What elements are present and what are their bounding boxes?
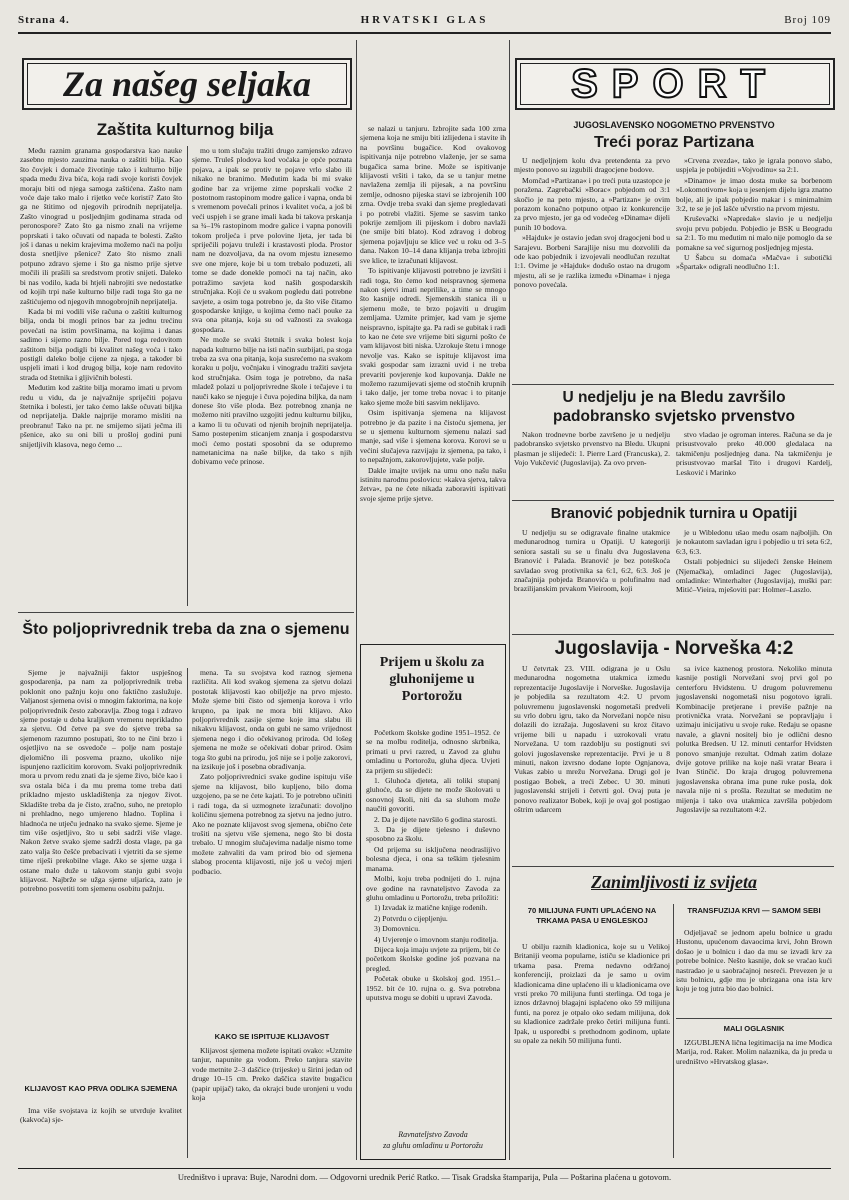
paragraph: 2) Potvrdu o cijepljenju. bbox=[374, 913, 448, 923]
paragraph: 2. Da je dijete navršilo 6 godina starosti. bbox=[374, 814, 497, 824]
sport-banner bbox=[515, 58, 835, 110]
headline-padobransko: U nedjelju je na Bledu završilo padobransko svjetsko prvenstvo bbox=[552, 389, 796, 425]
paragraph: Osim ispitivanja sjemena na klijavost potrebno je da pazite i na čistoću sjemena, jer se u sjemenu kulturnom sjemenu nalazi sad manje, sad više i sjemena korova. Korovi se u većini slučajeva razvijaju iz sjemena, pa tako, i to nepažnjom, zakorovljujete, vaše polje. bbox=[360, 408, 506, 465]
paragraph: Među raznim granama gospodarstva kao nauke zasebno mjesto zauzima nauka o zaštiti bilja. Kao što čovjek i domaće životinje tako i kulturno bilje spada među živa bića, koja radi svoje koristi čovjek moraju biti od njega samoga zaštićena. Zašto nam voće daje tako malo i rijetko veće koristi? Zato što ga ne štitimo od njegovih prirodnih neprijatelja. Zašto vinograd u posljednjim godinama strada od peronospore? Zato što ga nismo znali na vrijeme poprskati i tako očuvati od napada te bolesti. Zašto još i danas u nekim krajevima možemo naći na polju dosta snetljive pšenice? Zato što nismo znali potpuno zdravo sjeme i što ga nismo prije sjetve močili ili prašili sa sredstvom protiv snijeti. Daleko bi nas vodilo, kada bi htjeli nabrojiti sve nedostatke od kojih trpi naše kulturno bilje radi toga što ga ne zaštićujemo od njegovih mnogobrojnih neprijatelja. bbox=[20, 146, 182, 306]
norveska-col1 bbox=[514, 664, 670, 862]
article-sjeme-col2-end bbox=[192, 1046, 352, 1158]
paragraph: Momčad »Partizana« i po treći puta uzastopce je poražena. Zagrebački »Borac« pobjedom od 3:1 skočio je na peto mjesto, a »Partizan« je ovim porazom konačno potpuno otpao iz konkurencije za prvo mjesto, jer ga od vodećeg »Dinama« dijeli punih 10 bodova. bbox=[514, 175, 670, 232]
article-zastita-col1 bbox=[20, 146, 182, 606]
signature-line-2: za gluhu omladinu u Portorožu bbox=[383, 1141, 483, 1150]
article-title-gluhonijemi: Prijem u školu za gluhonijeme u Portorožu bbox=[379, 655, 485, 704]
article-sjeme-col1 bbox=[20, 668, 182, 1080]
branovic-col2 bbox=[676, 528, 832, 630]
branovic-col1 bbox=[514, 528, 670, 630]
news-title-transfuzija: TRANSFUZIJA KRVI — SAMOM SEBI bbox=[687, 906, 821, 915]
header-rule bbox=[18, 32, 831, 34]
paragraph: Kruševački »Napredak« slavio je u nedjelju svoju prvu pobjedu. Pobjedio je BSK u Beogradu sa 2:1. To mu međutim ni malo nije pomoglo da se pomakne sa već sigurnog posljednjeg mjesta. bbox=[676, 214, 832, 252]
paragraph: je u Wibledonu ušao među osam najboljih. On je nokautom savladan igru i pobjedio u tri seta 6:2, 6:3, 6:3. bbox=[676, 528, 832, 556]
paragraph: Početkom školske godine 1951–1952. će se na molbu roditelja, odnosno skrbnika, primati u prvi razred, u Zavod za gluhu omladinu u Portorožu, gluha djeca. Uvjeti za prijem su slijedeći: bbox=[366, 728, 500, 775]
sport-kicker: JUGOSLAVENSKO NOGOMETNO PRVENSTVO bbox=[573, 120, 775, 130]
paragraph: Ima više svojstava iz kojih se utvrđuje kvalitet (kakvoća) sje- bbox=[20, 1106, 182, 1125]
article-divider bbox=[512, 634, 834, 635]
paragraph: U nedjelju su se odigravale finalne utakmice međunarodnog turnira u Opatiji. U kategoriji seniora sastali su se u finalu dva Jugoslavena Branović i Palada. Branović je bez poteškoća savladao svog protivnika sa 6:1, 6:2, 6:3. Još je značajnija pobjeda Branovića u polufinalnu nad brazilijanskim prvakom Vieiroom, koji bbox=[514, 528, 670, 594]
paragraph: To ispitivanje klijavosti potrebno je izvršiti i radi toga, što ćemo kod neispravnog sjemena nakon sjetvi imati neprilike, a time se mnogo što kasnije odredi. Sjemenskih stanica ili u sjemenu može, te brzo pojaviti u drugim zemljama. Uzmite primjer, kad vam je sjeme neispravno, ispitajte ga. Pa radi se gubitak i radi to kao ne ćete sve vrijeme biti sigurni pošto će vam klijavost biti niska. Uzrokuje štetu i mnoge nevolje vas. Kako se ispituje klijavost ima svaki gospodar sam izrazni uvid i ne treba prevariti povjerenje kod kupovanja. Dakle ne možemo razumijevati sjeme od stočnih krupnih i tako dalje, jer tome treba novac i to pitanje kako sjeme može biti sasvim neklijavo. bbox=[360, 266, 506, 407]
paragraph: Međutim kod zaštite bilja moramo imati u prvom redu u vidu, da je najvažnije spriječiti pojavu štetnika i bolesti, jer tako ćemo lakše očuvati biljka od neprijatelja. Dakle najprije moramo misliti na preobranu! Tako na pr. ne smijemo sijati ječma ili pšenice, ako su oni bili u prošloj godini puni snijetljivih klasova, nego ćemo ... bbox=[20, 383, 182, 449]
paragraph: Dakle imajte uvijek na umu ono našu našu istinitu narodnu poslovicu: »kakva sjetva, takva žetva«, pa ne ćete nikada zaboraviti ispitivati svoje sjeme prije sjetve. bbox=[360, 465, 506, 503]
paragraph: IZGUBLJENA lična legitimacija na ime Modica Marija, rod. Raker. Molim nalaznika, da ju preda u uredništvo »Hrvatskog glasa«. bbox=[676, 1038, 832, 1066]
imprint-footer: Uredništvo i uprava: Buje, Narodni dom. — Odgovorni urednik Perić Ratko. — Tisak Gradska štamparija, Pula — Poštarina plaćena u gotovom. bbox=[18, 1168, 831, 1182]
article-sjeme-col2 bbox=[192, 668, 352, 1026]
padobransko-col2 bbox=[676, 430, 832, 496]
paragraph: U Šabcu su domaća »Mačva« i subotički »Špartak« odigrali neodlučno 1:1. bbox=[676, 253, 832, 272]
paragraph: Kada bi mi vodili više računa o zaštiti kulturnog bilja, onda bi mogli prinos bar za jednu trećinu povećati na istim površinama, na kojima i danas sadimo i sijemo razno bilje. Pored toga redovitom zaštitom bilja podigli bi kvalitet našeg voća i tako postigli daleko bolje cijene za njega, a također bi uspjeli imati i kod drugog bilja, koje nam redovito strada od štetnika i gljivičnih bolesti. bbox=[20, 306, 182, 382]
paragraph: Sjeme je najvažniji faktor uspješnog gospodarenja, pa nam za poljoprivrednik treba poklonit ono pažnju koju ono faktično zaslužuje. Valjanost sjemena ovisi o mnogim faktorima, na koje poljoprivrednik često zaboravlja. Zbog toga i zdravo sjeme postaje u doba kraljkom vremenu neprikladno za sjetvu. Od četve pa sve do sjetve treba sa sjemenom razumno postupati, što to ne čini brzo i osjetljivo na se osvedoče – polje nam postaje djelomično ili posvema prazno, ukoliko nije ispunjeno razlicitim korovom. Svaki poljoprivrednik mora u prvom redu znati da je sjeme živo, biće kao i sva ostala bića i da mu prema tome treba dati prikladno mjesto uskladištenja za njegov život. Skladište treba da je čisto, zračno, suho, ne pretoplo ni prehladno, nego umjereno hladno. Toplina i hladnoća ne utječu jednako na svako sjeme. Sjeme je tim više osjetljivo, što u sebi sadrži više vlage. Nakon žetve svako sjeme sadrži dosta vlage, pa ga zato valja što češće prebacivati i vjetriti da se sjeme time riješi prekobilne vlage. Ako se sjeme uzga i ostane malo duže u takovom stanju gubi svoju klijavost. Najbrže se užga sjeme uljarica, zato je potrebno posvetiti tom sjemenu osobitu pažnju. bbox=[20, 668, 182, 894]
news-title-oglasnik: MALI OGLASNIK bbox=[723, 1024, 785, 1033]
partizan-col1 bbox=[514, 156, 670, 378]
signature-line-1: Ravnateljstvo Zavoda bbox=[398, 1130, 468, 1139]
headline-branovic: Branović pobjednik turnira u Opatiji bbox=[550, 506, 798, 522]
news-oglasnik-body bbox=[676, 1038, 832, 1098]
paragraph: U obilju raznih kladionica, koje su u Velikoj Britaniji veoma popularne, ističu se kladionice pri trkama pasa. Prema nedavno održanoj konferenciji, proizlazi da je samo u ovim kladionicama dine uplaćeno ili u kladionicama ove vrsti preko 70 milijuna funti sterlinga. Od toga je iznos državnoj blagajni isplaćeno oko 59 milijuna funti, na porez je otpalo oko sedam milijuna, dok su kladionice zadržale preko četiri milijuna funti. Ipak, u usporedbi s prethodnom godinom, uplate su opale za nekih 50 milijuna funti. bbox=[514, 942, 670, 1046]
column-divider bbox=[356, 40, 357, 1160]
paragraph: Ostali pobjednici su slijedeći ženske Heinem (Njemačka), omladinci Jagec (Jugoslavija), omladinke: Winterhalter (Jugoslavija), muški par: Mitić–Vieira, mješoviti par: Holmer–Laszlo. bbox=[676, 557, 832, 595]
article-divider bbox=[512, 500, 834, 501]
sport-banner-title: SPORT bbox=[571, 61, 779, 106]
padobransko-col1 bbox=[514, 430, 670, 496]
paragraph: stvo vladao je ogroman interes. Računa se da je prisustvovalo preko 40.000 gledalaca na takmičenju posljednjeg dana. Na takmičenju je prisustvovao maršal Tito i drugovi Kardelj, Lesković i Marinko bbox=[676, 430, 832, 477]
paragraph: Molbi, koju treba podnijeti do 1. rujna ove godine na ravnateljstvo Zavoda za gluhu omladinu u Portorožu, treba priložiti: bbox=[366, 874, 500, 902]
article-sjeme-continued bbox=[360, 124, 506, 638]
headline-partizan: Treći poraz Partizana bbox=[593, 134, 755, 151]
page-number: Strana 4. bbox=[18, 14, 70, 26]
norveska-col2 bbox=[676, 664, 832, 862]
paragraph: mo u tom slučaju tražiti drugo zamjensko zdravo sjeme. Truleš plodova kod voćaka je opće poznata pojava, a ipak se protiv te pojave vrlo slabo ili nikako ne branimo. Međutim kada bi mi svake godine bar za vrijeme zime poprskali voćke 2 postotnom rastopinom modre galice i vapna, onda bi s vremenom povećali prinos i kvalitet voća, a još bi veći uspjeh i se grane imali kada bi takova prskanja sa ¾–1% rastopinom modre galice i vapna ponovili tokom proljeća i prve polovine ljeta, jer tada bi spriječili pojavu truleži i krastavosti ploda. Prostor nam ne dozvoljava, da na ovom mjestu iznesemo sve one mjere, koje bi u tom trebalo poduzeti, ali tome se dade donekle pomoći na taj način, ako potražimo savjeta kod naših gospodarskih stručnjaka. Koji će u svakom pogledu dati potrebne savjete, a osim toga potrebno je, da što više čitamo gospodarske knjige, u kojima ćemo naći pouke za sva ona pitanja, koja su od važnosti za svakoga gospodara. bbox=[192, 146, 352, 334]
paragraph: 3) Domovnicu. bbox=[374, 924, 420, 934]
news-title-funti: 70 MILIJUNA FUNTI UPLAĆENO NA TRKAMA PASA U ENGLESKOJ bbox=[527, 906, 657, 925]
paragraph: Zato poljoprivrednici svake godine ispituju više sjeme na klijavost, bilo kupljeno, bilo doma uzgojeno, pa se ne ćete kajati. To je potrebno učiniti i radi toga, da si uzmognete izračunati: dovoljno količinu sjemena potrebnog za sjetvu na jedno jutro. Ako ne poznate klijavost svog sjemena, obično ćete trošiti na sjetvu više sjemena, nego što bi dosta trebalo. U mnogim slučajevima nadalje nismo tome možete zahvaliti da vam prirod bio od sjemena slabog procenta klijavosti, nije još u većoj mjeri podbacio. bbox=[192, 772, 352, 876]
article-divider bbox=[676, 1018, 832, 1019]
article-divider bbox=[18, 612, 354, 613]
article-sjeme-col1-end bbox=[20, 1106, 182, 1156]
news-funti-body bbox=[514, 942, 670, 1156]
article-title-sjeme: Što poljoprivrednik treba da zna o sjemenu bbox=[22, 621, 350, 638]
article-zastita-col2 bbox=[192, 146, 352, 606]
paragraph: U nedjeljnjem kolu dva pretendenta za prvo mjesto ponovo su izgubili dragocjene bodove. bbox=[514, 156, 670, 175]
newspaper-title: HRVATSKI GLAS bbox=[360, 14, 489, 26]
headline-zanimljivosti: Zanimljivosti iz svijeta bbox=[591, 872, 757, 892]
article-title-zastita: Zaštita kulturnog bilja bbox=[96, 120, 274, 139]
article-divider bbox=[512, 866, 834, 867]
section-banner bbox=[22, 58, 352, 110]
column-divider bbox=[187, 146, 188, 606]
subheading-ispitivanje: KAKO SE ISPITUJE KLIJAVOST bbox=[214, 1032, 330, 1041]
paragraph: 3. Da je dijete tjelesno i duševno sposobno za školu. bbox=[366, 825, 500, 844]
issue-number: Broj 109 bbox=[784, 14, 831, 26]
paragraph: »Dinamo« je imao dosta muke sa borbenom »Lokomotivom« koja u jesenjem dijelu igra znatno bolje, ali je ipak pobjedio makar i s minimalnim 3:2, te se je još lašće učvrstio na prvom mjestu. bbox=[676, 175, 832, 214]
paragraph: Nakon trodnevne borbe završeno je u nedjelju padobransko svjetsko prvenstvo na Bledu. Ukupni plasman je slijedeći: 1. Pierre Lard (Francuska), 2. Vojo Vukčević (Jugoslavija). Za ovo prven- bbox=[514, 430, 670, 468]
subheading-klijavost: KLIJAVOST KAO PRVA ODLIKA SJEMENA bbox=[24, 1084, 178, 1093]
paragraph: 4) Uvjerenje o imovnom stanju roditelja. bbox=[374, 934, 499, 944]
paragraph: se nalazi u tanjuru. Izbrojite sada 100 zrna sjemena koja ne smiju biti izlijedena i stavite ih na površinu bugačice. Kod ovakovog ispitivanja nije potrebno vlaženje, jer se sama bugačica sama brine. Može se ispitivanje klijavosti vršiti i tako, da se u tanjur metne navlažena zemlja ili pijesak, a na površinu zemlje, odnosno pijeska stavi se izbrojenih 100 zrna. Ovdje treba svaki dan sjeme pregledavati i po potrebi vlažiti. Sjeme se sasvim tanko pokrije zemljom ili pijeskom i dobro navlaži (ne smije biti blato). Kod zdravog i dobrog sjemena pojavljuju se klice već u roku od 3–5 dana. Nakon 10–14 dana klijanja treba izbrojiti sve klice, te izračunati klijavost. bbox=[360, 124, 506, 265]
paragraph: sa ivice kaznenog prostora. Nekoliko minuta kasnije postigli Norvežani svoj prvi gol po centerforu Hvidstenu. U drugom poluvremenu jugoslavenski nogometaši nisu pogotovo igrali. Kombinacije pretjerane i previše pažnje na protivnička vrata. Norvežani se popravljaju i uzimaju inicijativu u svoje ruke. Ređaju se opasne navale, a glavni nositelj bio je odlični desno polutka Bredsen. U 12. minuti centarfor Hvidsten ponovo smanjuje rezultat. Odmah zatim dolaze dvije gotove prilike na koje naši vratar Beara i Ivan Stinčić. Do kraja drugog poluvremena jugoslavenska obrana ima pune ruke posla, dok navala nije ni s prošla. Rezultat se međutim ne mijenja i tako ova utakmica završila pobjedom Jugoslavije sa rezultatom 4:2. bbox=[676, 664, 832, 815]
article-divider bbox=[512, 384, 834, 385]
paragraph: Odjeljavač se jednom apelu bolnice u gradu Hustonu, upućenom davaocima krvi, John Brown došao je u bolnicu i dao da mu se izvadi krv za potrebe bolnice. Nešto kasnije, dok se vraćao kući nastradao je u saobraćajnoj nesreći. Prevezen je u istu bolnicu, gdje mu je ubrizgana ona ista krv koju je tog jutra bio dao bolnici. bbox=[676, 928, 832, 994]
paragraph: 1) Izvadak iz matične knjige rođenih. bbox=[374, 903, 488, 913]
page-header bbox=[18, 14, 831, 30]
section-banner-title: Za našeg seljaka bbox=[63, 64, 311, 104]
column-divider bbox=[673, 904, 674, 1158]
paragraph: U četvrtak 23. VIII. odigrana je u Oslu međunarodna nogometna utakmica između reprezentacije Jugoslavije i Norveške. Jugoslavija je pobjedila sa rezultatom 4:2. U prvom poluvremenu jugoslavenski nogometaši predveli su vrlo dobru igru, tako da Norvežani nopće nisu dolazili do izražaja. Jugoslaveni su kroz čitavo vrijeme bili u napadu i uzrokovali vratu Norvežana. U tom razdoblju su postignuti svi golovi jugoslavenske reprezentacije. Prvi je u 8 minuti, nakon izvrsno dodane lopte Ognjanova, Vukas zabio u mrežu Norvežana. Drugi gol je postigao Bobek, a treći Zebec. U 30. minuti jugoslavenski strijeli i četvrti gol. Ovaj puta je ponovo realizator Bobek, koji je ovaj gol postigao oštrim udarcem bbox=[514, 664, 670, 815]
paragraph: mena. Ta su svojstva kod raznog sjemena različita. Ali kod svakog sjemena za sjetvu dolazi postotak klijavosti kao obilježje na prvo mjesto. Može sjeme biti čisto od sjemenja korova i vrlo krupno, pa ipak ne mora biti klijavo. Ako poljoprivrednik zasije sjeme koje ima slabu ili nikakvu klijavost, onda on gubi ne samo vrijednost sjemena nego i dio očekivanog priroda. Od lošeg sjemena ne može se očekivati dobar prirod. Osim toga što gubi na prirodu, još nije se i polje zakorovi, na izsikuje još i posebna obrađivanja. bbox=[192, 668, 352, 772]
article-gluhonijemi-body bbox=[366, 728, 500, 1126]
column-divider bbox=[187, 668, 188, 1158]
headline-norveska: Jugoslavija - Norveška 4:2 bbox=[554, 638, 794, 659]
paragraph: Dijeca koja imaju uvjete za prijem, bit će početkom školske godine još pozvana na pregled. bbox=[366, 944, 500, 973]
paragraph: 1. Gluhoća djeteta, ali toliki stupanj gluhoće, da se dijete ne može školovati u osnovnoj školi, niti da sa sluhom može naučiti govoriti. bbox=[366, 776, 500, 814]
paragraph: Klijavost sjemena možete ispitati ovako: »Uzmite tanjur, napunite ga vodom. Preko tanjura stavite vode metnite 2–3 daščice (trijeske) u širini jedan od druge 10–15 cm. Preko daščica stavite bugačicu (papir upijač) tako, da okrajci bude uronjeni u vodu koja bbox=[192, 1046, 352, 1103]
partizan-col2 bbox=[676, 156, 832, 378]
paragraph: »Hajduk« je ostavio jedan svoj dragocjeni bod u Sarajevu. Borbeni Sarajlije nisu mu dozvolili da ode kao pobjednik i izvojevali neodlučan rezultat 1:1. Ovime je »Hajduk« dodušo ostao na drugom mjestu, ali se je razlika između »Dinama« i njega ponovo povećala. bbox=[514, 233, 670, 290]
paragraph: »Crvena zvezda«, tako je igrala ponovo slabo, uspjela je pobijediti »Vojvodinu« sa 2:1. bbox=[676, 156, 832, 175]
column-divider bbox=[509, 40, 510, 1160]
news-transfuzija-body bbox=[676, 928, 832, 1014]
paragraph: Od prijema su isključena neodraslijivo bolesna djeca, i ona sa teškim tjelesnim manama. bbox=[366, 844, 500, 873]
paragraph: Ne može se svaki štetnik i svaka bolest koja napada kulturno bilje na isti način suzbijati, pa stoga treba za sva ona pitanja, koja susrećemo na svakom koraku u polju, vočnjaku i vinogradu tražiti savjeta kod stručnjaka. Osim toga je potrebno, da naša mladež polazi u poljoprivredne škole i tečajeve i tu nauči kako se njeguje i čuva pojedina biljka, da nam donese što više ploda. Bez potrebnog znanja ne možemo niti pravilno uzgojiti jednu kulturnu biljku, a kamo li tu očuvati od njenih brojnih neprijatelja. Samo postepenim sticanjem znanja i gospodarstvu moći ćemo postati sposobni da se odupremo nametanicima na naše biljke, da tako s njih dobivamo veće prinose. bbox=[192, 335, 352, 467]
paragraph: Početak obuke u školskoj god. 1951.–1952. bit će 10. rujna o. g. Sva potrebna uputstva mogu se dobiti u upravi Zavoda. bbox=[366, 974, 500, 1002]
